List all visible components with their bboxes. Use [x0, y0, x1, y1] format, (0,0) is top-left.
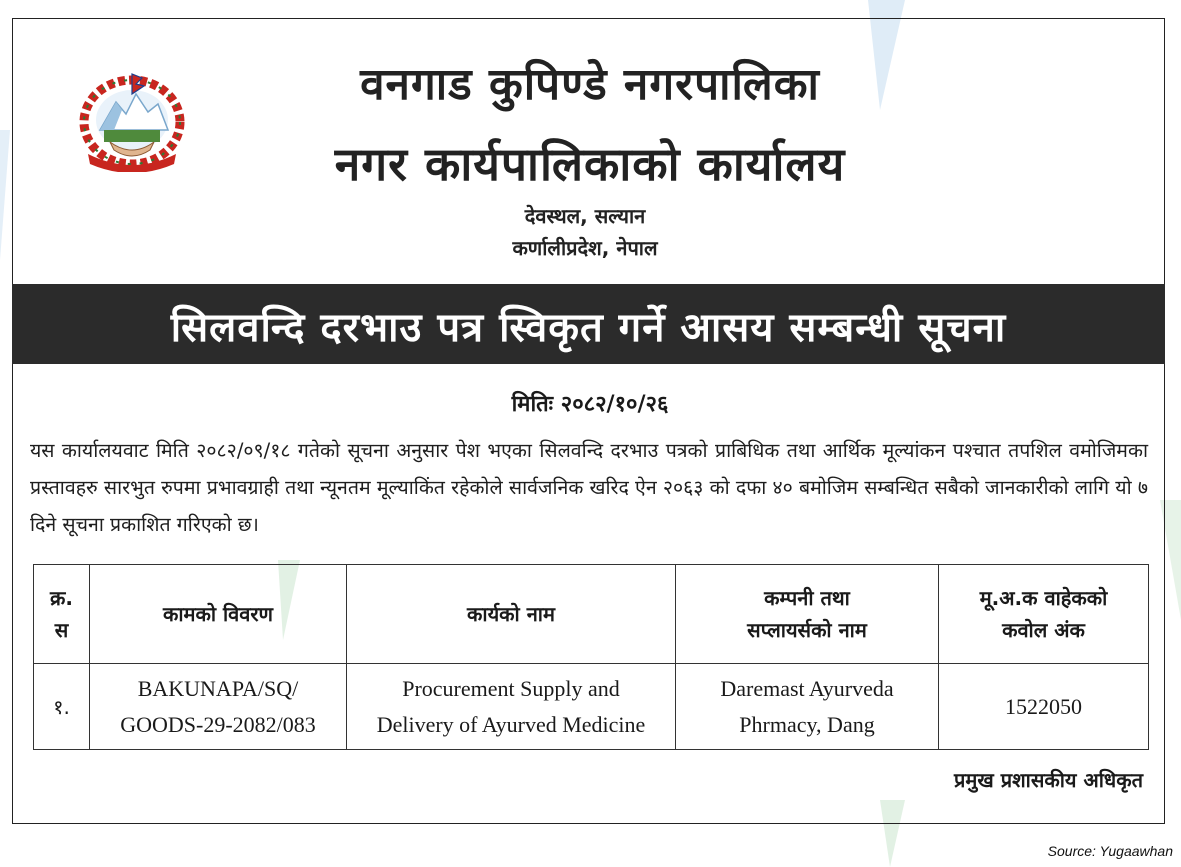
signatory-title: प्रमुख प्रशासकीय अधिकृत	[954, 768, 1143, 792]
header-work-description: कामको विवरण	[90, 565, 347, 664]
table-row	[34, 664, 1149, 750]
notice-title: सिलवन्दि दरभाउ पत्र स्विकृत गर्ने आसय सम्बन्धी सूचना	[170, 305, 1007, 351]
cell-work-name: Procurement Supply and Delivery of Ayurved Medicine	[347, 664, 676, 750]
notice-date: मितिः २०८२/१०/२६	[511, 392, 669, 417]
municipality-name: वनगाड कुपिण्डे नगरपालिका	[360, 59, 820, 110]
header-company-name: कम्पनी तथा सप्लायर्सको नाम	[676, 565, 939, 664]
cell-work-description: BAKUNAPA/SQ/ GOODS-29-2082/083	[90, 664, 347, 750]
office-name: नगर कार्यपालिकाको कार्यालय	[334, 137, 846, 191]
award-table	[33, 564, 1149, 750]
cell-bid-amount: 1522050	[939, 664, 1149, 750]
cell-company-name: Daremast Ayurveda Phrmacy, Dang	[676, 664, 939, 750]
header-work-name: कार्यको नाम	[347, 565, 676, 664]
source-credit: Source: Yugaawhan	[1047, 843, 1173, 859]
cell-serial: १.	[34, 664, 90, 750]
address-line-1: देवस्थल, सल्यान	[524, 204, 646, 228]
notice-title-banner	[12, 284, 1165, 364]
header-bid-amount: मू.अ.क वाहेकको कवोल अंक	[939, 565, 1149, 664]
notice-body: यस कार्यालयवाट मिति २०८२/०९/१८ गतेको सूचना अनुसार पेश भएका सिलवन्दि दरभाउ पत्रको प्राबिधिक तथा आर्थिक मूल्यांकन पश्चात तपशिल वमोजिमका प्रस्तावहरु सारभुत रुपमा प्रभावग्राही तथा न्यूनतम मूल्याकिंत रहेकोले सार्वजनिक खरिद ऐन २०६३ को दफा ४० बमोजिम सम्बन्धित सबैको जानकारीको लागि यो ७ दिने सूचना प्रकाशित गरिएको छ।	[30, 439, 1148, 536]
header-serial: क्र. स	[34, 565, 90, 664]
address-line-2: कर्णालीप्रदेश, नेपाल	[512, 236, 658, 260]
table-header-row	[34, 565, 1149, 664]
